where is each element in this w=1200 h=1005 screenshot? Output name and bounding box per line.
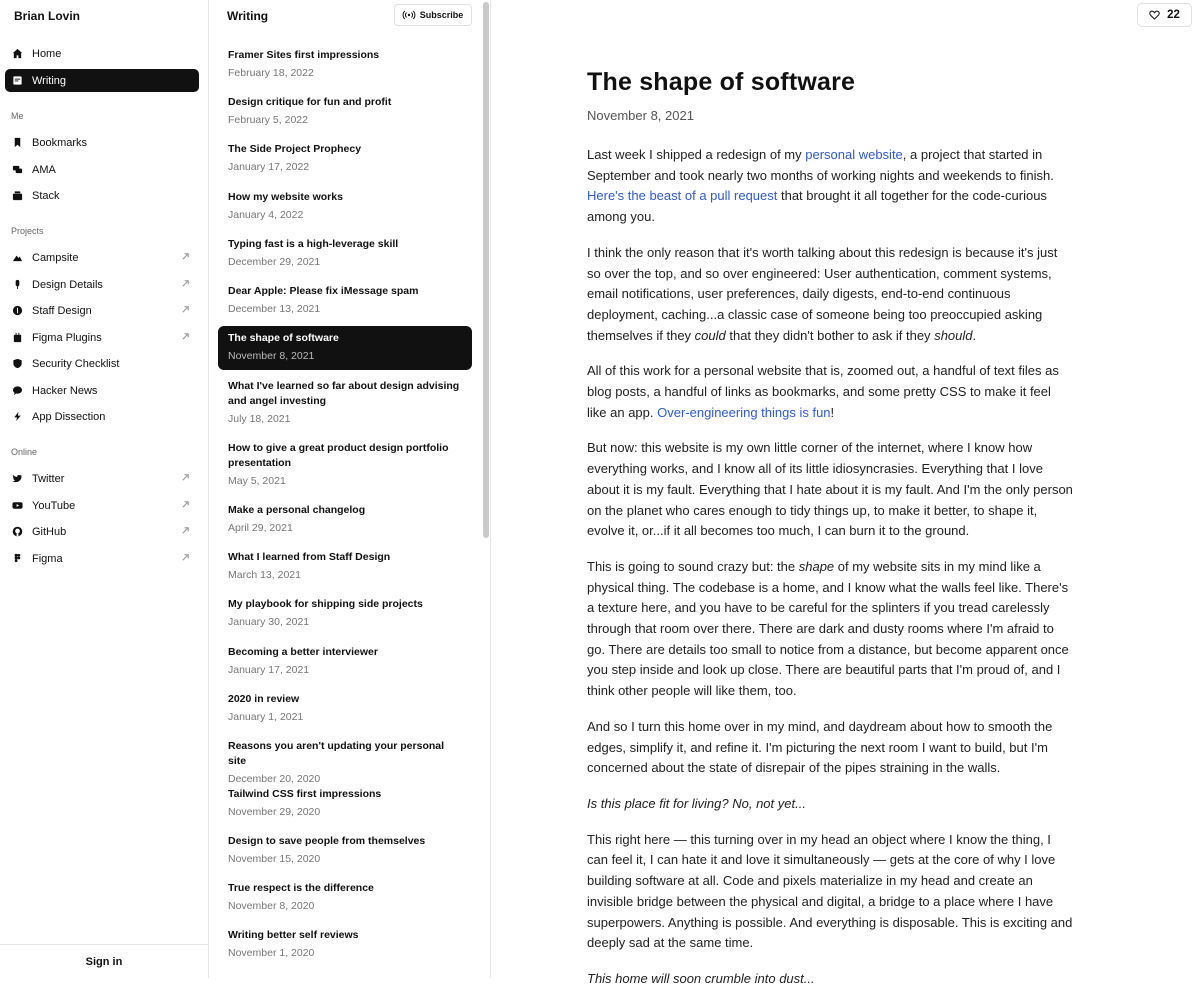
text: that they didn't bother to ask if they	[725, 327, 935, 343]
paragraph: And so I turn this home over in my mind, and daydream about how to smooth the edges, simplify it, and refine it. I'm picturing the next room I want to build, but I'm concerned about the state of disrepair of the pipes straining in the walls.	[587, 718, 1053, 776]
sidebar-item-design-details[interactable]	[5, 273, 199, 296]
text: All of this work for a personal website that is, zoomed out, a handful of text files as blog posts, a handful of links as bookmarks, and some pretty CSS to make it feel like an app.	[587, 363, 1059, 420]
post-date: November 8, 2020	[228, 900, 315, 912]
post-date: November 8, 2021	[228, 350, 315, 362]
sign-in-button[interactable]: Sign in	[0, 944, 208, 978]
paragraph-italic: This home will soon crumble into dust...	[587, 970, 815, 986]
article-pane	[492, 0, 1200, 986]
external-link-icon	[181, 279, 191, 289]
post-title: Reasons you aren't updating your personal site	[228, 740, 445, 767]
list-item[interactable]	[218, 137, 472, 175]
github-icon	[11, 526, 23, 538]
sidebar-item-label: Twitter	[32, 472, 65, 485]
sidebar-item-label: GitHub	[32, 525, 67, 538]
sidebar-item-twitter[interactable]	[5, 467, 199, 490]
list-item[interactable]	[218, 498, 472, 536]
like-button[interactable]	[1137, 3, 1192, 27]
sidebar-item-label: Staff Design	[32, 304, 92, 317]
post-title: Writing better self reviews	[228, 929, 359, 941]
writing-list	[209, 0, 491, 978]
paragraph	[587, 243, 1073, 347]
list-scrollbar[interactable]	[483, 2, 489, 538]
post-date: December 29, 2021	[228, 256, 321, 268]
post-date: November 1, 2020	[228, 947, 315, 959]
sidebar-item-github[interactable]	[5, 520, 199, 543]
sidebar-item-label: YouTube	[32, 499, 76, 512]
home-icon	[11, 48, 23, 60]
list-item[interactable]	[218, 436, 472, 489]
text: I think the only reason that it's worth talking about this redesign is because it's just so over the top, and so over engineered: User authentication, comment systems, email notifications, user preferences, daily digests, end-to-end continuous deployment, caching...a classic case of someone being too preoccupied asking themselves if they	[587, 244, 1058, 343]
text: .	[972, 327, 977, 343]
brand-name[interactable]: Brian Lovin	[14, 9, 81, 23]
emphasis: shape	[798, 558, 835, 574]
list-item[interactable]	[218, 782, 472, 820]
post-title: What I've learned so far about design advising and angel investing	[228, 380, 460, 407]
sidebar-item-figma[interactable]	[5, 547, 199, 570]
post-title: Tailwind CSS first impressions	[228, 788, 382, 800]
section-label-projects: Projects	[11, 226, 44, 236]
post-title: 2020 in review	[228, 693, 300, 705]
bookmark-icon	[11, 137, 23, 149]
sidebar-item-youtube[interactable]	[5, 494, 199, 517]
lightning-icon	[11, 411, 23, 423]
sidebar-item-label: Campsite	[32, 251, 79, 264]
list-item[interactable]	[218, 374, 472, 427]
text: Last week I shipped a redesign of my	[587, 147, 806, 162]
external-link-icon	[181, 526, 191, 536]
post-title: Design to save people from themselves	[228, 835, 426, 847]
post-title: Becoming a better interviewer	[228, 646, 378, 658]
pull-request-link[interactable]: Here's the beast of a pull request	[587, 188, 778, 204]
campsite-icon	[11, 252, 23, 264]
subscribe-button[interactable]	[394, 4, 472, 26]
post-date: November 29, 2020	[228, 806, 321, 818]
article-date: November 8, 2021	[587, 108, 694, 123]
personal-website-link[interactable]: personal website	[805, 147, 903, 162]
post-title: Typing fast is a high-leverage skill	[228, 238, 399, 250]
sidebar-item-hacker-news[interactable]	[5, 379, 199, 402]
sidebar-item-label: Security Checklist	[32, 357, 120, 370]
list-item[interactable]	[218, 876, 472, 914]
paragraph	[587, 145, 1073, 228]
sidebar-item-security-checklist[interactable]	[5, 352, 199, 375]
post-date: May 5, 2021	[228, 475, 286, 487]
mic-icon	[11, 279, 23, 291]
sidebar-item-label: Figma	[32, 552, 63, 565]
plugin-icon	[11, 332, 23, 344]
list-item[interactable]	[218, 279, 472, 317]
text: that brought it all together for the code-curious among you.	[587, 188, 1047, 225]
sidebar-item-label: AMA	[32, 163, 56, 176]
post-date: January 17, 2021	[228, 664, 310, 676]
post-date: December 13, 2021	[228, 303, 321, 315]
sidebar-item-ama[interactable]	[5, 158, 199, 181]
post-date: April 29, 2021	[228, 522, 293, 534]
sidebar-item-label: Design Details	[32, 278, 103, 291]
article-body	[587, 62, 1073, 1005]
sidebar	[0, 0, 209, 978]
chat-icon	[11, 164, 23, 176]
post-title: How to give a great product design portfolio presentation	[228, 442, 449, 469]
sidebar-item-campsite[interactable]	[5, 246, 199, 269]
list-item-active[interactable]	[218, 326, 472, 370]
list-item[interactable]	[218, 43, 472, 81]
post-title: Dear Apple: Please fix iMessage spam	[228, 285, 419, 297]
text: of my website sits in my mind like a physical thing. The codebase is a home, and I know what the walls feel like. There's a texture here, and you have to be careful for the splinters if you tread carelessly through that room over there. There are dark and dusty rooms where I'm afraid to go. There are details too small to notice from a distance, but become apparent once you step inside and look up close. There are beautiful parts that I'm proud of, and I think other people will like them, too.	[587, 558, 1069, 699]
list-item[interactable]	[218, 545, 472, 583]
stack-icon	[11, 190, 23, 202]
post-date: February 18, 2022	[228, 67, 314, 79]
sidebar-item-label: Hacker News	[32, 384, 98, 397]
dollar-icon	[11, 305, 23, 317]
post-title: Design critique for fun and profit	[228, 96, 392, 108]
post-date: February 5, 2022	[228, 114, 308, 126]
post-date: November 15, 2020	[228, 853, 321, 865]
sidebar-item-label: Writing	[32, 74, 67, 87]
paragraph	[587, 557, 1073, 702]
external-link-icon	[181, 473, 191, 483]
shield-icon	[11, 358, 23, 370]
sidebar-item-figma-plugins[interactable]	[5, 326, 199, 349]
list-item[interactable]	[218, 829, 472, 867]
post-date: January 1, 2021	[228, 711, 304, 723]
post-date: December 20, 2020	[228, 773, 321, 785]
external-link-icon	[181, 252, 191, 262]
section-label-me: Me	[11, 111, 24, 121]
sidebar-item-home[interactable]	[5, 42, 199, 65]
over-engineering-link[interactable]: Over-engineering things is fun	[657, 404, 831, 420]
list-item[interactable]	[218, 592, 472, 630]
writing-icon	[11, 75, 23, 87]
sidebar-item-label: Home	[32, 47, 62, 60]
article-title: The shape of software	[587, 68, 856, 96]
text: , a project that started in September and took nearly two months of working nights and weekends to finish.	[587, 147, 1054, 183]
sidebar-item-writing[interactable]	[5, 69, 199, 92]
list-item[interactable]	[218, 640, 472, 678]
sidebar-item-staff-design[interactable]	[5, 299, 199, 322]
twitter-icon	[11, 473, 23, 485]
sidebar-item-app-dissection[interactable]	[5, 405, 199, 428]
post-date: March 13, 2021	[228, 569, 301, 581]
sidebar-item-bookmarks[interactable]	[5, 131, 199, 154]
list-item[interactable]	[218, 687, 472, 725]
emphasis: could	[694, 327, 726, 343]
external-link-icon	[181, 500, 191, 510]
text: !	[830, 404, 835, 420]
sidebar-item-label: Stack	[32, 189, 60, 202]
external-link-icon	[181, 332, 191, 342]
section-label-online: Online	[11, 447, 38, 457]
external-link-icon	[181, 305, 191, 315]
post-title: Make a personal changelog	[228, 504, 366, 516]
post-title: The shape of software	[228, 332, 339, 344]
post-title: Framer Sites first impressions	[228, 49, 380, 61]
post-title: My playbook for shipping side projects	[228, 598, 423, 610]
list-item[interactable]	[218, 734, 472, 787]
external-link-icon	[181, 553, 191, 563]
comment-icon	[11, 385, 23, 397]
list-title: Writing	[227, 9, 269, 23]
post-date: July 18, 2021	[228, 413, 291, 425]
youtube-icon	[11, 500, 23, 512]
subscribe-label: Subscribe	[419, 10, 464, 20]
list-item[interactable]	[218, 90, 472, 128]
paragraph-italic: Is this place fit for living? No, not yet...	[587, 795, 806, 811]
post-title: How my website works	[228, 191, 343, 203]
like-count: 22	[1167, 9, 1180, 21]
post-date: January 4, 2022	[228, 209, 304, 221]
post-title: The Side Project Prophecy	[228, 143, 362, 155]
rss-icon	[403, 10, 415, 20]
list-item[interactable]	[218, 232, 472, 270]
sidebar-item-label: App Dissection	[32, 410, 106, 423]
paragraph: This right here — this turning over in my head an object where I know the thing, I can feel it, I can hate it and love it simultaneously — gets at the core of why I love building software at all. Code and pixels materialize in my head and create an invisible bridge between the physical and digital, a bridge to a place where I have superpowers. Anything is possible. And everything is disposable. This is exciting and deeply sad at the same time.	[587, 831, 1073, 951]
post-date: January 30, 2021	[228, 616, 310, 628]
post-title: What I learned from Staff Design	[228, 551, 391, 563]
list-item[interactable]	[218, 923, 472, 961]
paragraph	[587, 361, 1073, 423]
figma-icon	[11, 553, 23, 565]
emphasis: should	[934, 327, 973, 343]
list-item[interactable]	[218, 185, 472, 223]
post-date: January 17, 2022	[228, 161, 310, 173]
sidebar-item-label: Figma Plugins	[32, 331, 102, 344]
text: This is going to sound crazy but: the	[587, 558, 799, 574]
post-title: True respect is the difference	[228, 882, 374, 894]
heart-icon	[1149, 10, 1160, 20]
paragraph: But now: this website is my own little corner of the internet, where I know how everything works, and I know all of its little idiosyncrasies. Everything that I love about it is my fault. Everything that I hate about it is my fault. And I'm the only person on the planet who cares enough to tidy things up, to make it better, to shape it, evolve it, or...if it all becomes too much, I can burn it to the ground.	[587, 440, 1073, 539]
sidebar-item-label: Bookmarks	[32, 136, 88, 149]
sidebar-item-stack[interactable]	[5, 184, 199, 207]
